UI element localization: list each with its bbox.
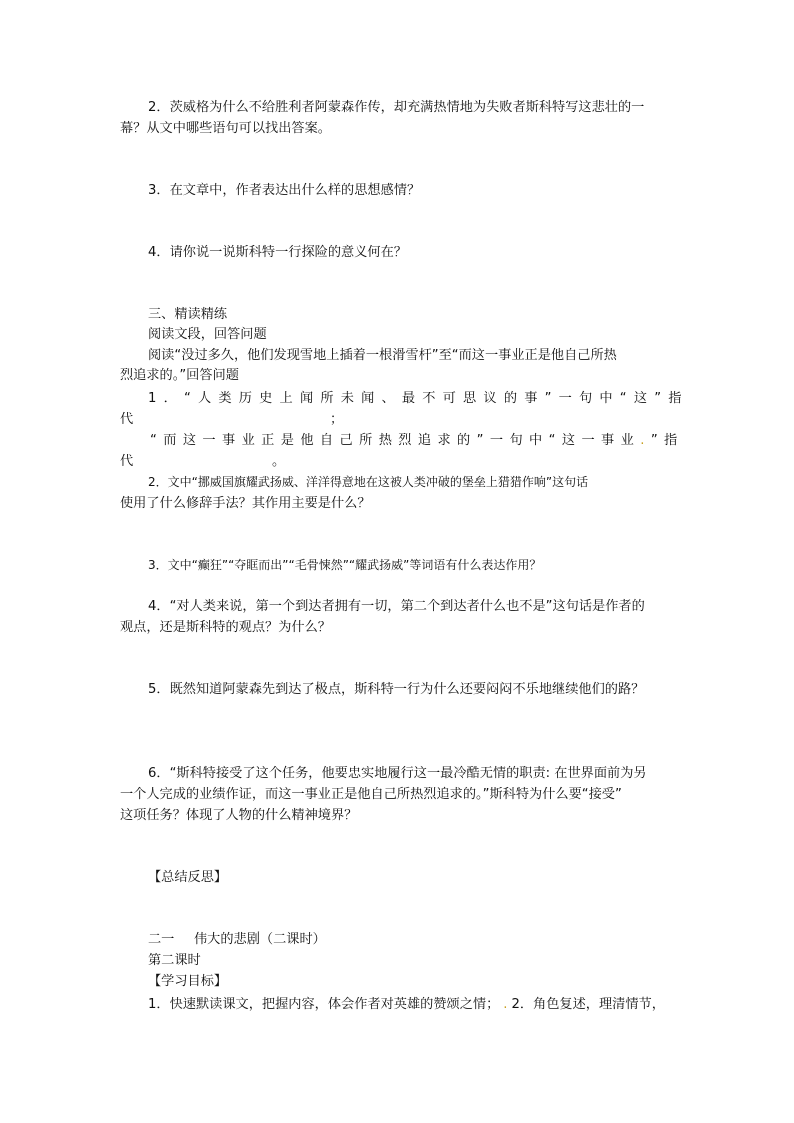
goal-2: 2．角色复述，理清情节， (511, 997, 665, 1012)
passage-line-2: 烈追求的。”回答问题 (120, 368, 239, 383)
section-3-title: 三、精读精练 (148, 307, 228, 322)
item-1b-line-2-left: 代 (120, 454, 134, 469)
item-1-line-2-left: 代 (120, 412, 134, 427)
question-2-line-1: 2．茨威格为什么不给胜利者阿蒙森作传，却充满热情地为失败者斯科特写这悲壮的一 (148, 100, 645, 115)
summary-heading: 【总结反思】 (148, 870, 228, 885)
goal-mark: . (503, 997, 508, 1012)
question-4: 4．请你说一说斯科特一行探险的意义何在？ (148, 245, 407, 260)
section-3-instruction: 阅读文段，回答问题 (148, 327, 267, 342)
item-4-line-1: 4．“对人类来说，第一个到达者拥有一切，第二个到达者什么也不是”这句话是作者的 (148, 599, 645, 614)
item-1b-period: 。 (272, 454, 286, 469)
item-4-line-2: 观点，还是斯科特的观点？为什么？ (120, 620, 331, 635)
item-2-line-2: 使用了什么修辞手法？其作用主要是什么？ (120, 496, 371, 511)
question-2-line-2: 幕？从文中哪些语句可以找出答案。 (120, 121, 331, 136)
item-6-line-2: 一个人完成的业绩作证，而这一事业正是他自己所热烈追求的。”斯科特为什么要“接受” (120, 787, 622, 802)
lesson-session: 第二课时 (148, 953, 201, 968)
item-3: 3．文中“癫狂”“夺眶而出”“毛骨悚然”“耀武扬威”等词语有什么表达作用？ (148, 558, 542, 572)
item-1b-line-1 (150, 431, 704, 451)
item-1b-line-2 (120, 452, 674, 472)
goals-line (148, 995, 674, 1015)
lesson-title-text: 伟大的悲剧（二课时） (194, 932, 326, 947)
item-1-line-2 (120, 410, 674, 430)
lesson-title (148, 930, 674, 950)
item-1b-end: ”指 (650, 433, 684, 448)
item-1b-mark: . (640, 433, 651, 448)
item-2-line-1: 2．文中“挪威国旗耀武扬威、洋洋得意地在这被人类冲破的堡垒上猎猎作响”这句话 (148, 475, 589, 489)
item-1b-text: “而这一事业正是他自己所热烈追求的”一句中“这一事业 (150, 433, 641, 448)
item-6-line-3: 这项任务？体现了人物的什么精神境界？ (120, 808, 358, 823)
item-6-line-1: 6．“斯科特接受了这个任务，他要忠实地履行这一最冷酷无情的职责: 在世界面前为另 (148, 766, 647, 781)
goal-1: 1．快速默读课文，把握内容，体会作者对英雄的赞颂之情； (148, 997, 500, 1012)
item-1-line-1: 1．“人类历史上闻所未闻、最不可思议的事”一句中“这”指 (148, 391, 689, 406)
item-5: 5．既然知道阿蒙森先到达了极点，斯科特一行为什么还要闷闷不乐地继续他们的路？ (148, 682, 645, 697)
question-3: 3．在文章中，作者表达出什么样的思想感情？ (148, 183, 421, 198)
goals-heading: 【学习目标】 (148, 974, 228, 989)
lesson-title-num: 二一 (148, 932, 175, 947)
passage-line-1: 阅读“没过多久，他们发现雪地上插着一根滑雪杆”至“而这一事业正是他自己所热 (148, 348, 617, 363)
item-1-semicolon: ； (330, 412, 344, 427)
